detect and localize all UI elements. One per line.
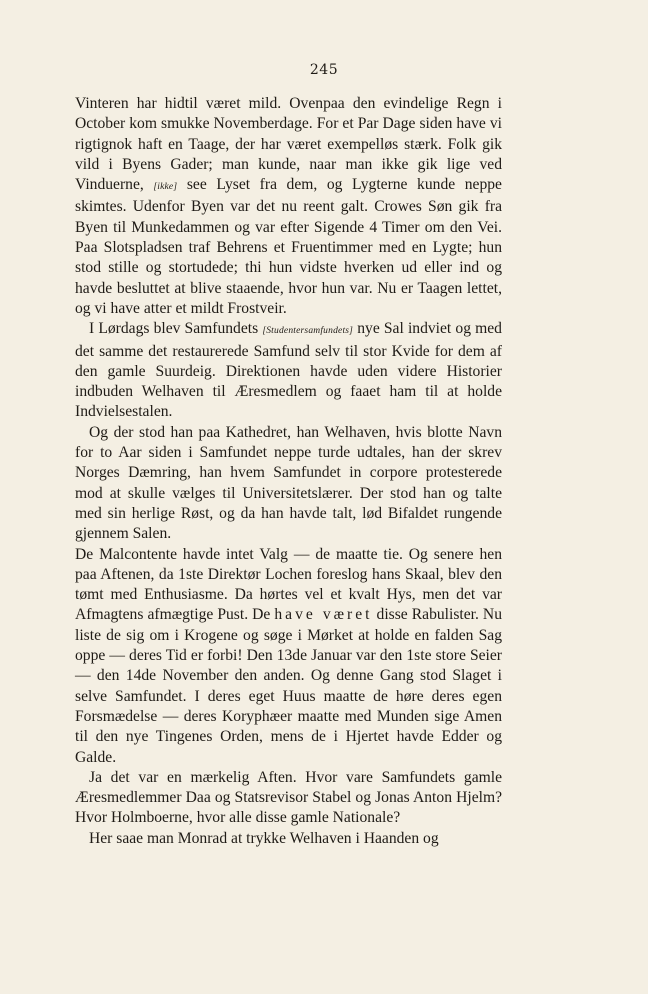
paragraph-6: Her saae man Monrad at trykke Welhaven i Haanden og [89, 829, 439, 847]
body-text [75, 94, 502, 849]
page-number: 245 [309, 62, 339, 78]
paragraph-4-part-a: De Malcontente havde intet Valg — de maatte tie. Og senere hen paa Aftenen, da 1ste Direktør Lochen foreslog hans Skaal, blev den tømt med Enthusiasme. Da hørtes vel et kvalt Hys, men det var Afmagtens afmægtige Pust. De [75, 545, 502, 624]
spaced-emphasis: have været [274, 606, 373, 624]
editorial-insertion-studentersamfundets: [Studentersamfundets] [262, 326, 354, 337]
paragraph-5: Ja det var en mærkelig Aften. Hvor vare Samfundets gamle Æresmedlemmer Daa og Statsrevisor Stabel og Jonas Anton Hjelm? Hvor Holmboerne, hvor alle disse gamle Nationale? [75, 768, 502, 827]
paragraph-1 [75, 94, 502, 319]
paragraph-3: Og der stod han paa Kathedret, han Welhaven, hvis blotte Navn for to Aar siden i Samfundet neppe turde udtales, han der skrev Norges Dæmring, han hvem Samfundet in corpore protesterede mod at skulle vælges til Universitetslærer. Der stod han og talte med sin herlige Røst, og da han havde talt, lød Bifaldet rungende gjennem Salen. [75, 423, 502, 543]
paragraph-2 [75, 319, 502, 422]
editorial-insertion-ikke: [ikke] [153, 182, 178, 193]
paragraph-4-part-b: disse Rabulister. Nu liste de sig om i Krogene og søge i Mørket at holde en falden Sag oppe — deres Tid er forbi! Den 13de Januar var den 1ste store Seier — den 14de November den anden. Og denne Gang stod Slaget i selve Samfundet. I deres eget Huus maatte de høre deres egen Forsmædelse — deres Koryphæer maatte med Munden sige Amen til den nye Tingenes Orden, mens de i Hjertet havde Edder og Galde. [75, 606, 502, 766]
paragraph-2-part-b: nye Sal indviet og med det samme det restaurerede Samfund selv til stor Kvide for dem af den gamle Suurdeig. Direktionen havde uden videre Historier indbuden Welhaven til Æresmedlem og faaet ham til at holde Indvielsestalen. [75, 320, 502, 421]
paragraph-1-part-a: Vinteren har hidtil været mild. Ovenpaa den evindelige Regn i October kom smukke Novemberdage. For et Par Dage siden have vi rigtignok haft en Taage, der har været exempelløs stærk. Folk gik vild i Byens Gader; man kunde, naar man ikke gik lige ved Vinduerne, [75, 95, 502, 194]
paragraph-2-part-a: I Lørdags blev Samfundets [89, 320, 259, 338]
paragraph-1-part-b: see Lyset fra dem, og Lygterne kunde neppe skimtes. Udenfor Byen var det nu reent galt. Crowes Søn gik fra Byen til Munkedammen og var efter Sigende 4 Timer om den Vei. Paa Slotspladsen traf Behrens et Fruentimmer med en Lygte; hun stod stille og stortudede; thi hun vidste hverken ud eller ind og havde besluttet at blive staaende, hvor hun var. Nu er Taagen lettet, og vi have atter et mildt Frostveir. [75, 176, 502, 317]
paragraph-4 [75, 545, 502, 768]
